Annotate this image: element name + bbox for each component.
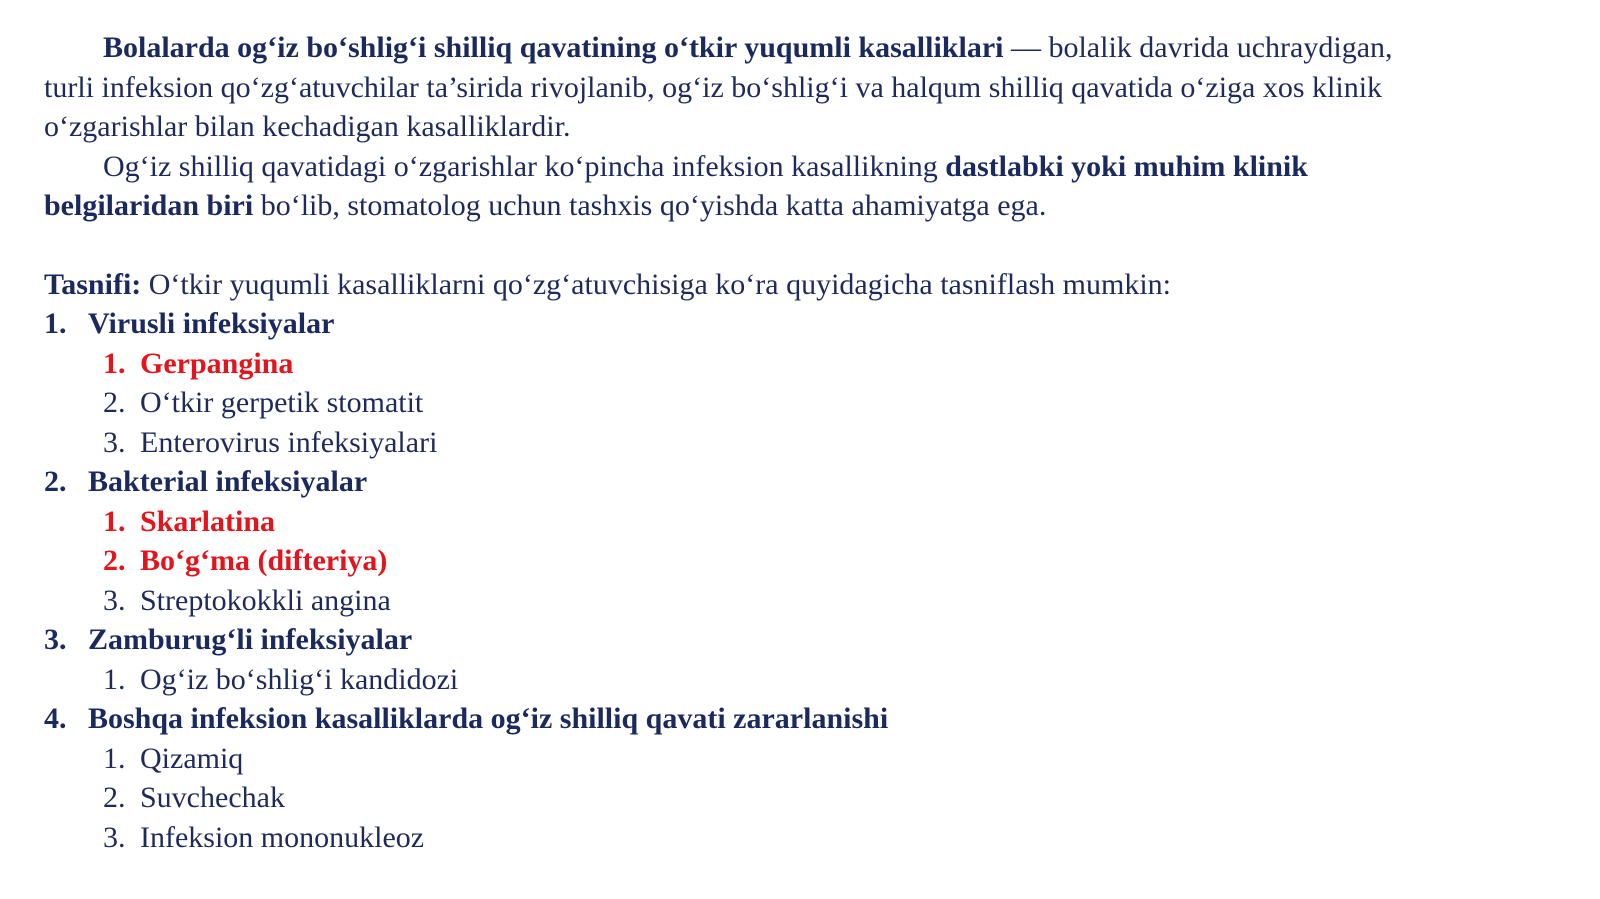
disease-number: 1. <box>103 504 126 538</box>
disease-label: Bo‘g‘ma (difteriya) <box>140 544 388 577</box>
disease-item <box>44 818 1544 858</box>
category-item <box>44 699 1544 739</box>
disease-label: Infeksion mononukleoz <box>140 820 425 854</box>
category-item <box>44 462 1544 502</box>
intro-paragraph-2-line-1 <box>44 147 1544 187</box>
disease-number: 3. <box>103 583 126 617</box>
intro-paragraph-1-line-1 <box>44 28 1544 68</box>
disease-number: 1. <box>103 741 126 775</box>
disease-label: Og‘iz bo‘shlig‘i kandidozi <box>140 662 459 696</box>
category-item <box>44 304 1544 344</box>
disease-number: 2. <box>103 386 126 419</box>
disease-item <box>44 739 1544 779</box>
intro-paragraph-1-line-3: o‘zgarishlar bilan kechadigan kasalliklardir. <box>44 110 571 143</box>
disease-number: 2. <box>103 544 126 577</box>
category-number: 4. <box>44 702 67 735</box>
classification-list <box>44 304 1544 857</box>
disease-item <box>44 660 1544 700</box>
intro-text: bo‘lib, stomatolog uchun tashxis qo‘yishda katta ahamiyatga ega. <box>253 189 1047 222</box>
category-number: 2. <box>44 465 67 498</box>
disease-label: Skarlatina <box>140 504 276 538</box>
category-title: Virusli infeksiyalar <box>88 307 335 340</box>
category-title: Zamburug‘li infeksiyalar <box>88 623 413 656</box>
classification-heading <box>44 265 1544 305</box>
category-number: 1. <box>44 307 67 340</box>
disease-item <box>44 423 1544 463</box>
intro-paragraph-1-line-2: turli infeksion qo‘zg‘atuvchilar ta’sirida rivojlanib, og‘iz bo‘shlig‘i va halqum shilliq qavatida o‘ziga xos klinik <box>44 70 1383 104</box>
category-item <box>44 620 1544 660</box>
disease-item <box>44 344 1544 384</box>
disease-label: Qizamiq <box>140 741 244 775</box>
disease-label: Suvchechak <box>140 781 285 814</box>
intro-text: — bolalik davrida uchraydigan, <box>1003 31 1393 64</box>
category-title: Bakterial infeksiyalar <box>88 465 368 498</box>
spacer <box>44 226 1544 265</box>
disease-label: O‘tkir gerpetik stomatit <box>140 386 424 419</box>
disease-number: 1. <box>103 662 126 696</box>
classification-label: Tasnifi: <box>44 267 142 301</box>
disease-item <box>44 581 1544 621</box>
disease-number: 3. <box>103 425 126 459</box>
disease-number: 3. <box>103 820 126 854</box>
intro-text: Og‘iz shilliq qavatidagi o‘zgarishlar ko‘pincha infeksion kasallikning <box>103 149 946 183</box>
disease-item <box>44 778 1544 818</box>
disease-item <box>44 541 1544 581</box>
intro-emphasis: belgilaridan biri <box>44 189 254 222</box>
disease-number: 1. <box>103 346 126 380</box>
category-title: Boshqa infeksion kasalliklarda og‘iz shilliq qavati zararlanishi <box>88 702 889 735</box>
disease-item <box>44 383 1544 423</box>
disease-label: Enterovirus infeksiyalari <box>140 425 438 459</box>
disease-label: Streptokokkli angina <box>140 583 391 617</box>
category-number: 3. <box>44 623 67 656</box>
slide-content <box>44 28 1544 857</box>
classification-text: O‘tkir yuqumli kasalliklarni qo‘zg‘atuvchisiga ko‘ra quyidagicha tasniflash mumkin: <box>141 267 1172 301</box>
intro-title-bold: Bolalarda og‘iz bo‘shlig‘i shilliq qavatining o‘tkir yuqumli kasalliklari <box>103 31 1004 64</box>
intro-emphasis: dastlabki yoki muhim klinik <box>945 149 1308 183</box>
disease-item <box>44 502 1544 542</box>
intro-paragraph-2-line-2 <box>44 186 1544 226</box>
disease-number: 2. <box>103 781 126 814</box>
disease-label: Gerpangina <box>140 346 294 380</box>
